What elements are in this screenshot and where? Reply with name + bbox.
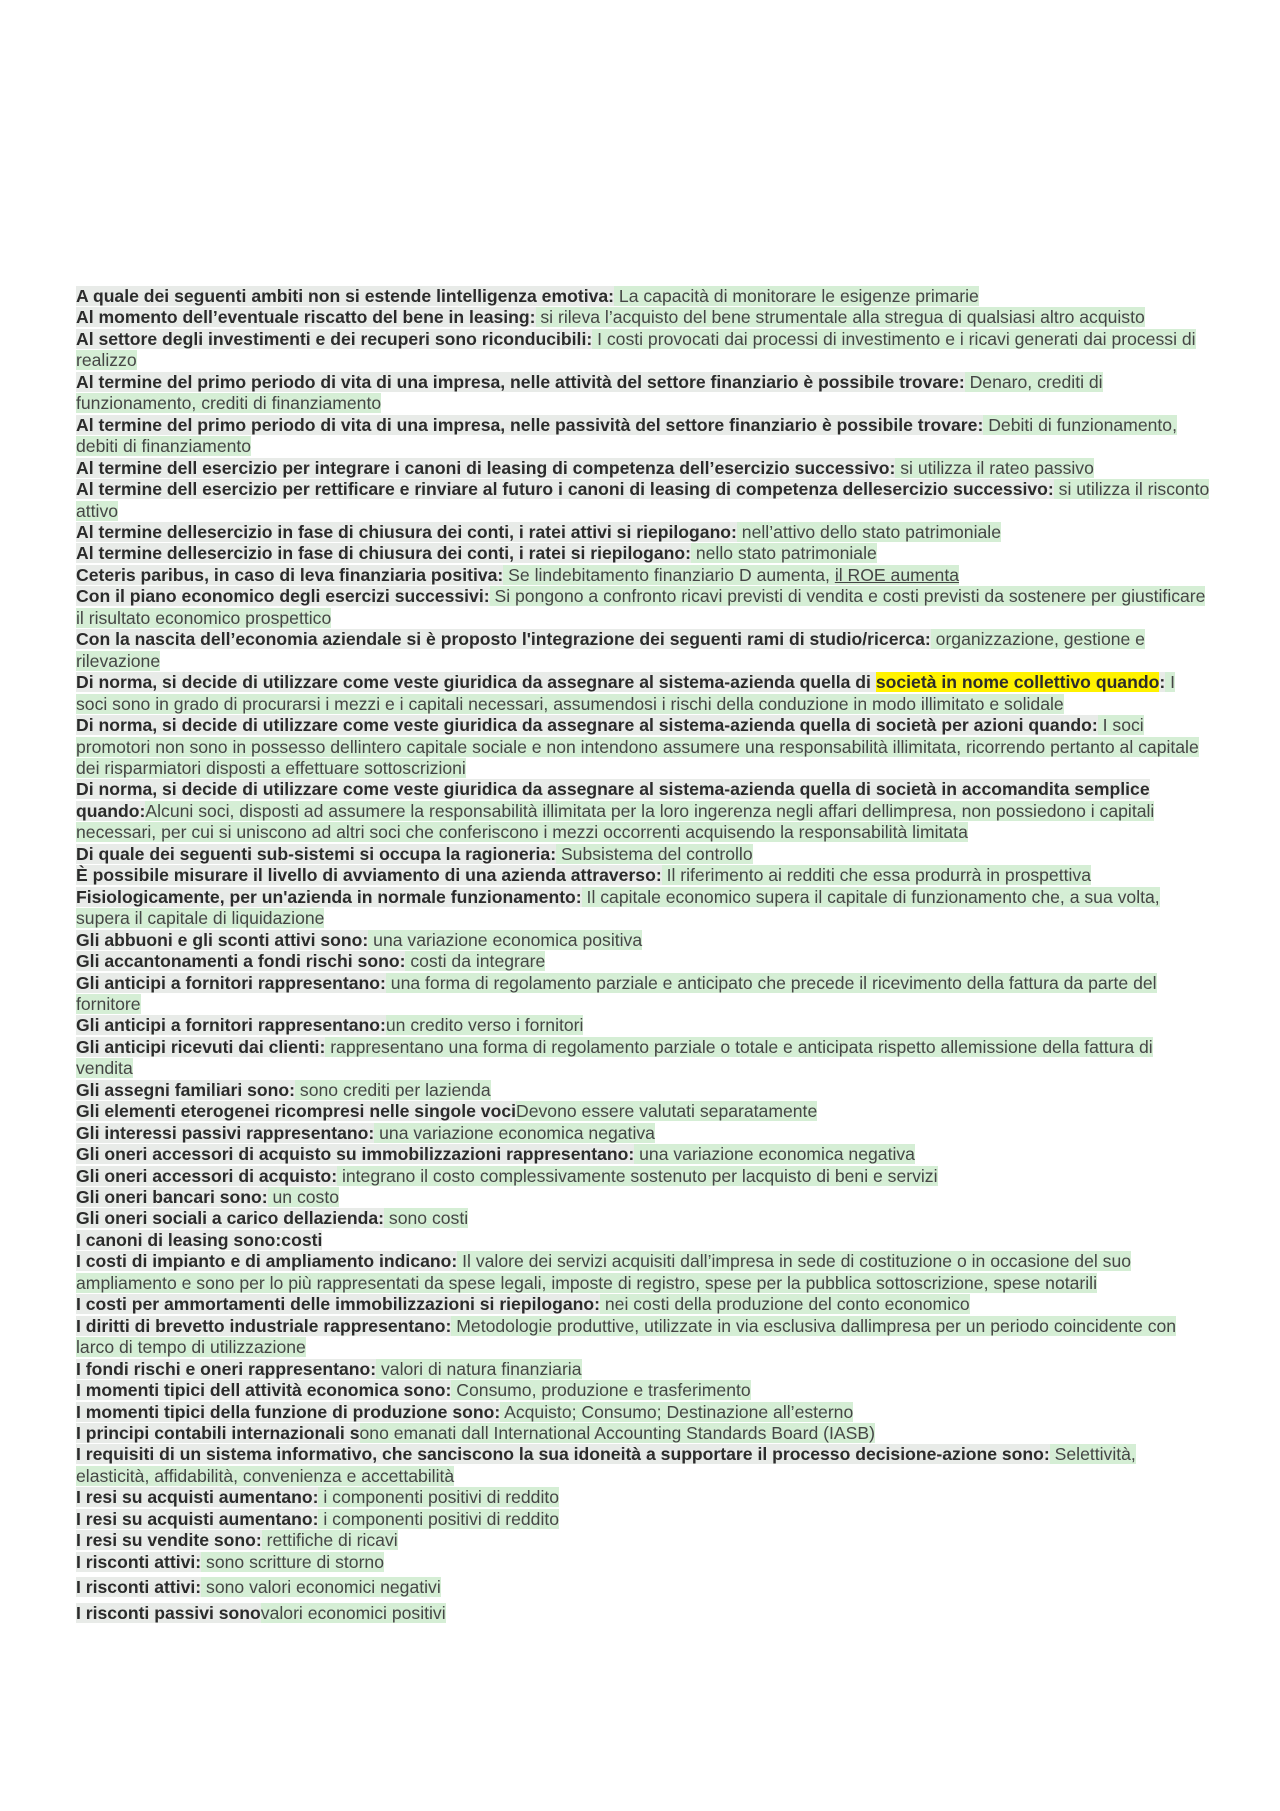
answer-text: Il capitale economico supera il capitale di funzionamento che, a sua volta, supera il capitale di liquidazione (76, 886, 1160, 929)
qa-entry (76, 887, 1210, 930)
answer-text: costi da integrare (405, 951, 546, 972)
answer-text: La capacità di monitorare le esigenze primarie (614, 286, 979, 306)
qa-entry (76, 672, 1210, 715)
question-text: I canoni di leasing sono:costi (76, 1229, 323, 1250)
answer-text: nei costi della produzione del conto economico (600, 1294, 970, 1315)
question-text: I costi per ammortamenti delle immobilizzazioni si riepilogano: (76, 1294, 600, 1315)
highlighted-question-text: società in nome collettivo quando (875, 672, 1160, 693)
question-text: Gli interessi passivi rappresentano: (76, 1122, 375, 1143)
qa-entry (76, 522, 1210, 543)
answer-text: Debiti di funzionamento, debiti di finanziamento (76, 414, 1177, 457)
question-text: Ceteris paribus, in caso di leva finanziaria positiva: (76, 564, 504, 585)
qa-entry (76, 844, 1210, 865)
qa-entry (76, 565, 1210, 586)
question-text: È possibile misurare il livello di avviamento di una azienda attraverso: (76, 865, 662, 886)
question-text: Al termine dell esercizio per integrare i canoni di leasing di competenza dell’esercizio successivo: (76, 457, 896, 478)
qa-entry (76, 1101, 1210, 1122)
answer-text: Alcuni soci, disposti ad assumere la responsabilità illimitata per la loro ingerenza negli affari dellimpresa, non possiedono i capitali necessari, per cui si uniscono ad altri soci che conferiscono i mezzi occorrenti acquisendo la responsabilità limitata (76, 800, 1155, 843)
qa-entry (76, 1144, 1210, 1165)
answer-text: sono scritture di storno (201, 1551, 385, 1572)
question-text: Gli elementi eterogenei ricompresi nelle singole voci (76, 1101, 516, 1122)
answer-text: Acquisto; Consumo; Destinazione all’esterno (500, 1401, 854, 1422)
question-text: Gli accantonamenti a fondi rischi sono: (76, 951, 406, 972)
answer-text: integrano il costo complessivamente sostenuto per lacquisto di beni e servizi (337, 1165, 938, 1186)
question-text: I risconti passivi sono (76, 1602, 261, 1623)
question-text: Gli anticipi a fornitori rappresentano: (76, 1015, 386, 1036)
answer-text: Consumo, produzione e trasferimento (451, 1380, 751, 1401)
qa-entry (76, 1080, 1210, 1101)
qa-entry (76, 479, 1210, 522)
answer-text: Selettività, elasticità, affidabilità, convenienza e accettabilità (76, 1444, 1136, 1486)
qa-entry (76, 865, 1210, 886)
qa-entry (76, 629, 1210, 672)
qa-entry (76, 1359, 1210, 1380)
qa-entry (76, 1603, 1210, 1624)
answer-text: un credito verso i fornitori (385, 1015, 584, 1036)
answer-text: un costo (267, 1187, 340, 1208)
answer-text: sono crediti per lazienda (295, 1079, 491, 1100)
answer-text: Subsistema del controllo (556, 843, 753, 864)
question-text: Di norma, si decide di utilizzare come veste giuridica da assegnare al sistema-azienda quella di società per azioni quando: (76, 715, 1098, 736)
qa-entry (76, 1530, 1210, 1551)
answer-text: sono valori economici negativi (201, 1577, 441, 1598)
question-text: Fisiologicamente, per un'azienda in normale funzionamento: (76, 886, 582, 907)
qa-entry (76, 586, 1210, 629)
qa-entry (76, 1380, 1210, 1401)
question-text: Di norma, si decide di utilizzare come veste giuridica da assegnare al sistema-azienda quella di società in accomandita semplice quando: (76, 779, 1150, 821)
qa-entry (76, 1251, 1210, 1294)
answer-text: I costi provocati dai processi di investimento e i ricavi generati dai processi di realizzo (76, 328, 1196, 371)
answer-text: valori economici positivi (260, 1602, 446, 1623)
qa-entry (76, 543, 1210, 564)
question-text: Gli assegni familiari sono: (76, 1079, 296, 1100)
question-text: Al momento dell’eventuale riscatto del bene in leasing: (76, 307, 536, 328)
question-text: Di norma, si decide di utilizzare come veste giuridica da assegnare al sistema-azienda quella di (76, 672, 876, 693)
answer-text: una variazione economica negativa (374, 1122, 655, 1143)
question-text: I requisiti di un sistema informativo, che sanciscono la sua idoneità a supportare il processo decisione-azione sono: (76, 1444, 1050, 1465)
answer-text: Il riferimento ai redditi che essa produrrà in prospettiva (661, 865, 1091, 886)
qa-entry (76, 1444, 1210, 1487)
answer-text: rappresentano una forma di regolamento parziale o totale e anticipata rispetto allemissione della fattura di vendita (76, 1036, 1153, 1079)
question-text: Gli oneri sociali a carico dellazienda: (76, 1208, 385, 1229)
question-text: Al termine del primo periodo di vita di una impresa, nelle passività del settore finanziario è possibile trovare: (76, 414, 984, 435)
qa-entry (76, 1294, 1210, 1315)
question-text: I risconti attivi: (76, 1551, 202, 1572)
qa-entry (76, 1166, 1210, 1187)
qa-entry (76, 458, 1210, 479)
answer-text: organizzazione, gestione e rilevazione (76, 629, 1145, 671)
answer-text: i componenti positivi di reddito (318, 1508, 560, 1529)
qa-entry (76, 1123, 1210, 1144)
question-text: Al termine dellesercizio in fase di chiusura dei conti, i ratei attivi si riepilogano: (76, 521, 737, 542)
qa-entry (76, 1316, 1210, 1359)
qa-entry (76, 1015, 1210, 1036)
qa-entry (76, 372, 1210, 415)
answer-text: rettifiche di ricavi (261, 1530, 398, 1551)
question-text: I risconti attivi: (76, 1577, 202, 1598)
qa-entry (76, 286, 1210, 307)
qa-entry (76, 307, 1210, 328)
question-text: I principi contabili internazionali s (76, 1423, 360, 1444)
qa-entry (76, 930, 1210, 951)
answer-text: Si pongono a confronto ricavi previsti di vendita e costi previsti da sostenere per giustificare il risultato economico prospettico (76, 586, 1206, 628)
qa-entry (76, 951, 1210, 972)
question-text: Gli oneri accessori di acquisto su immobilizzazioni rappresentano: (76, 1144, 635, 1165)
qa-entry (76, 715, 1210, 779)
answer-text: sono costi (384, 1208, 469, 1229)
qa-entry (76, 415, 1210, 458)
question-text: Al termine del primo periodo di vita di una impresa, nelle attività del settore finanziario è possibile trovare: (76, 371, 965, 392)
qa-entry (76, 1187, 1210, 1208)
qa-entry (76, 1577, 1210, 1598)
question-text: Gli anticipi a fornitori rappresentano: (76, 972, 386, 993)
answer-text: I soci sono in grado di procurarsi i mezzi e i capitali necessari, assumendosi i rischi della conduzione in modo illimitato e solidale (76, 672, 1175, 714)
answer-text: I soci promotori non sono in possesso dellintero capitale sociale e non intendono assumere una responsabilità illimitata, ricorrendo pertanto al capitale dei risparmiatori disposti a effettuare sottoscrizioni (76, 715, 1199, 778)
question-text: I resi su acquisti aumentano: (76, 1487, 319, 1508)
question-text: Al termine dellesercizio in fase di chiusura dei conti, i ratei si riepilogano: (76, 543, 691, 564)
answer-text: valori di natura finanziaria (376, 1358, 582, 1379)
question-text: Gli abbuoni e gli sconti attivi sono: (76, 929, 369, 950)
answer-text: si rileva l’acquisto del bene strumentale alla stregua di qualsiasi altro acquisto (535, 307, 1145, 328)
answer-text: Devono essere valutati separatamente (516, 1101, 818, 1122)
answer-text: Metodologie produttive, utilizzate in via esclusiva dallimpresa per un periodo coincidente con larco di tempo di utilizzazione (76, 1315, 1177, 1358)
question-text: Con la nascita dell’economia aziendale si è proposto l'integrazione dei seguenti rami di studio/ricerca: (76, 629, 931, 650)
qa-entry (76, 1552, 1210, 1573)
question-text: I diritti di brevetto industriale rappresentano: (76, 1315, 452, 1336)
question-text: Al settore degli investimenti e dei recuperi sono riconducibili: (76, 328, 593, 349)
question-text: I resi su acquisti aumentano: (76, 1508, 319, 1529)
answer-text: una variazione economica negativa (634, 1144, 915, 1165)
question-text: Gli oneri accessori di acquisto: (76, 1165, 338, 1186)
answer-text: si utilizza il rateo passivo (895, 457, 1094, 478)
answer-text: nello stato patrimoniale (690, 543, 877, 564)
question-text: I fondi rischi e oneri rappresentano: (76, 1358, 377, 1379)
question-text: Gli oneri bancari sono: (76, 1187, 268, 1208)
qa-entry (76, 1402, 1210, 1423)
qa-entry (76, 1487, 1210, 1508)
answer-text: Se lindebitamento finanziario D aumenta, (503, 564, 835, 585)
question-text: I costi di impianto e di ampliamento indicano: (76, 1251, 458, 1272)
question-tail: : (1159, 672, 1166, 693)
qa-entry (76, 1037, 1210, 1080)
qa-entry (76, 973, 1210, 1016)
question-text: I momenti tipici dell attività economica sono: (76, 1380, 452, 1401)
question-text: Di quale dei seguenti sub-sistemi si occupa la ragioneria: (76, 843, 557, 864)
document-body (76, 286, 1210, 1624)
qa-entry (76, 779, 1210, 843)
qa-entry (76, 1423, 1210, 1444)
answer-text: i componenti positivi di reddito (318, 1487, 560, 1508)
answer-text: nell’attivo dello stato patrimoniale (736, 521, 1001, 542)
answer-text: ono emanati dall International Accounting Standards Board (IASB) (359, 1423, 875, 1444)
qa-entry (76, 1230, 1210, 1251)
underlined-answer-text: il ROE aumenta (834, 564, 960, 585)
question-text: A quale dei seguenti ambiti non si estende lintelligenza emotiva: (76, 286, 615, 306)
question-text: I resi su vendite sono: (76, 1530, 262, 1551)
question-text: Con il piano economico degli esercizi successivi: (76, 586, 490, 607)
answer-text: una forma di regolamento parziale e anticipato che precede il ricevimento della fattura da parte del fornitore (76, 972, 1157, 1014)
question-text: I momenti tipici della funzione di produzione sono: (76, 1401, 501, 1422)
question-text: Al termine dell esercizio per rettificare e rinviare al futuro i canoni di leasing di competenza dellesercizio successivo: (76, 479, 1054, 500)
question-text: Gli anticipi ricevuti dai clienti: (76, 1036, 326, 1057)
qa-entry (76, 1509, 1210, 1530)
answer-text: una variazione economica positiva (368, 929, 643, 950)
answer-text: Il valore dei servizi acquisiti dall’impresa in sede di costituzione o in occasione del suo ampliamento e sono per lo più rappresentati da spese legali, imposte di registro, spese per la pubblica sottoscrizione, spese notarili (76, 1251, 1132, 1293)
qa-entry (76, 329, 1210, 372)
qa-entry (76, 1208, 1210, 1229)
answer-text: Denaro, crediti di funzionamento, crediti di finanziamento (76, 371, 1103, 414)
answer-text: si utilizza il risconto attivo (76, 479, 1210, 521)
